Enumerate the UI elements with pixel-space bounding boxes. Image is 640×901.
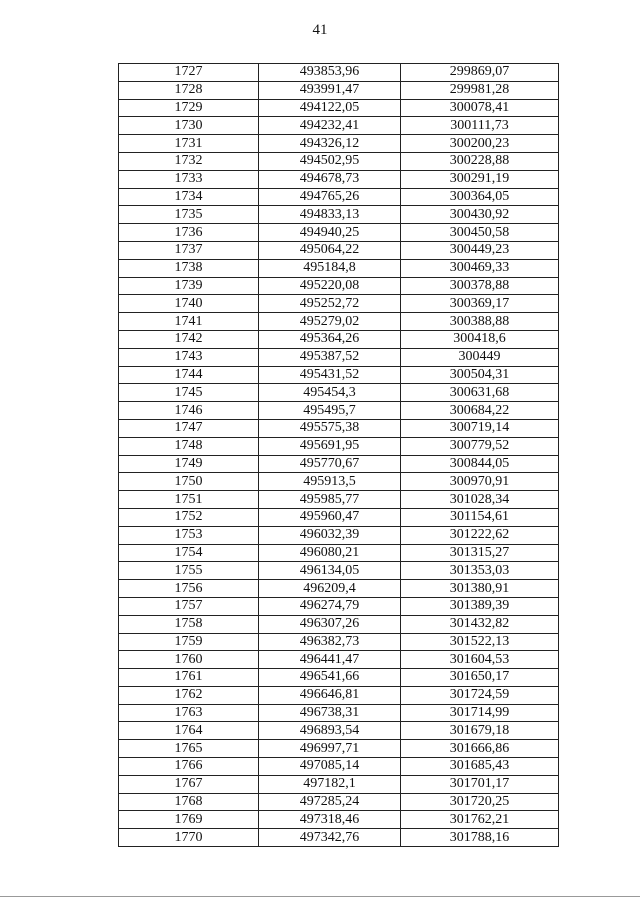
point-number-cell: 1745: [119, 384, 259, 402]
y-coordinate-cell: 300111,73: [401, 117, 559, 135]
table-row: [119, 419, 559, 437]
x-coordinate-cell: 495064,22: [259, 241, 401, 259]
y-coordinate-cell: 301353,03: [401, 562, 559, 580]
x-coordinate-cell: 497318,46: [259, 811, 401, 829]
y-coordinate-cell: 300430,92: [401, 206, 559, 224]
x-coordinate-cell: 496032,39: [259, 526, 401, 544]
table-row: [119, 544, 559, 562]
y-coordinate-cell: 300469,33: [401, 259, 559, 277]
y-coordinate-cell: 301679,18: [401, 722, 559, 740]
point-number-cell: 1762: [119, 686, 259, 704]
point-number-cell: 1750: [119, 473, 259, 491]
point-number-cell: 1747: [119, 419, 259, 437]
point-number-cell: 1755: [119, 562, 259, 580]
point-number-cell: 1746: [119, 402, 259, 420]
y-coordinate-cell: 300388,88: [401, 313, 559, 331]
point-number-cell: 1743: [119, 348, 259, 366]
point-number-cell: 1730: [119, 117, 259, 135]
x-coordinate-cell: 495691,95: [259, 437, 401, 455]
point-number-cell: 1732: [119, 152, 259, 170]
table-row: [119, 597, 559, 615]
table-row: [119, 722, 559, 740]
y-coordinate-cell: 301685,43: [401, 758, 559, 776]
x-coordinate-cell: 493991,47: [259, 81, 401, 99]
y-coordinate-cell: 300970,91: [401, 473, 559, 491]
x-coordinate-cell: 493853,96: [259, 64, 401, 82]
point-number-cell: 1729: [119, 99, 259, 117]
y-coordinate-cell: 301432,82: [401, 615, 559, 633]
x-coordinate-cell: 496997,71: [259, 740, 401, 758]
x-coordinate-cell: 495575,38: [259, 419, 401, 437]
x-coordinate-cell: 494122,05: [259, 99, 401, 117]
table-row: [119, 241, 559, 259]
table-row: [119, 633, 559, 651]
point-number-cell: 1741: [119, 313, 259, 331]
y-coordinate-cell: 301701,17: [401, 775, 559, 793]
x-coordinate-cell: 495364,26: [259, 330, 401, 348]
y-coordinate-cell: 301788,16: [401, 829, 559, 847]
x-coordinate-cell: 494502,95: [259, 152, 401, 170]
x-coordinate-cell: 494765,26: [259, 188, 401, 206]
x-coordinate-cell: 495913,5: [259, 473, 401, 491]
table-row: [119, 366, 559, 384]
point-number-cell: 1754: [119, 544, 259, 562]
point-number-cell: 1759: [119, 633, 259, 651]
x-coordinate-cell: 495495,7: [259, 402, 401, 420]
y-coordinate-cell: 301380,91: [401, 580, 559, 598]
x-coordinate-cell: 496209,4: [259, 580, 401, 598]
x-coordinate-cell: 494940,25: [259, 224, 401, 242]
table-row: [119, 508, 559, 526]
point-number-cell: 1749: [119, 455, 259, 473]
y-coordinate-cell: 301522,13: [401, 633, 559, 651]
table-row: [119, 437, 559, 455]
y-coordinate-cell: 300844,05: [401, 455, 559, 473]
point-number-cell: 1742: [119, 330, 259, 348]
table-row: [119, 313, 559, 331]
y-coordinate-cell: 301714,99: [401, 704, 559, 722]
point-number-cell: 1760: [119, 651, 259, 669]
y-coordinate-cell: 300078,41: [401, 99, 559, 117]
x-coordinate-cell: 495184,8: [259, 259, 401, 277]
x-coordinate-cell: 496441,47: [259, 651, 401, 669]
x-coordinate-cell: 495252,72: [259, 295, 401, 313]
y-coordinate-cell: 300291,19: [401, 170, 559, 188]
y-coordinate-cell: 301389,39: [401, 597, 559, 615]
y-coordinate-cell: 301762,21: [401, 811, 559, 829]
y-coordinate-cell: 301604,53: [401, 651, 559, 669]
table-row: [119, 615, 559, 633]
x-coordinate-cell: 496541,66: [259, 669, 401, 687]
table-row: [119, 277, 559, 295]
x-coordinate-cell: 494678,73: [259, 170, 401, 188]
table-row: [119, 829, 559, 847]
x-coordinate-cell: 497285,24: [259, 793, 401, 811]
table-row: [119, 491, 559, 509]
table-row: [119, 188, 559, 206]
point-number-cell: 1734: [119, 188, 259, 206]
x-coordinate-cell: 495770,67: [259, 455, 401, 473]
table-row: [119, 224, 559, 242]
table-row: [119, 348, 559, 366]
x-coordinate-cell: 495431,52: [259, 366, 401, 384]
y-coordinate-cell: 300504,31: [401, 366, 559, 384]
x-coordinate-cell: 497085,14: [259, 758, 401, 776]
point-number-cell: 1727: [119, 64, 259, 82]
x-coordinate-cell: 495960,47: [259, 508, 401, 526]
table-row: [119, 152, 559, 170]
point-number-cell: 1735: [119, 206, 259, 224]
x-coordinate-cell: 496080,21: [259, 544, 401, 562]
point-number-cell: 1740: [119, 295, 259, 313]
point-number-cell: 1748: [119, 437, 259, 455]
y-coordinate-cell: 300200,23: [401, 135, 559, 153]
point-number-cell: 1738: [119, 259, 259, 277]
y-coordinate-cell: 300228,88: [401, 152, 559, 170]
table-row: [119, 455, 559, 473]
point-number-cell: 1767: [119, 775, 259, 793]
page-bottom-edge: [0, 896, 640, 897]
table-row: [119, 669, 559, 687]
y-coordinate-cell: 300449: [401, 348, 559, 366]
x-coordinate-cell: 495387,52: [259, 348, 401, 366]
y-coordinate-cell: 299869,07: [401, 64, 559, 82]
y-coordinate-cell: 300450,58: [401, 224, 559, 242]
x-coordinate-cell: 496738,31: [259, 704, 401, 722]
x-coordinate-cell: 495279,02: [259, 313, 401, 331]
y-coordinate-cell: 301315,27: [401, 544, 559, 562]
point-number-cell: 1744: [119, 366, 259, 384]
table-row: [119, 473, 559, 491]
point-number-cell: 1756: [119, 580, 259, 598]
table-row: [119, 206, 559, 224]
table-row: [119, 526, 559, 544]
table-row: [119, 259, 559, 277]
table-row: [119, 330, 559, 348]
point-number-cell: 1752: [119, 508, 259, 526]
y-coordinate-cell: 300631,68: [401, 384, 559, 402]
table-row: [119, 775, 559, 793]
x-coordinate-cell: 494326,12: [259, 135, 401, 153]
y-coordinate-cell: 301222,62: [401, 526, 559, 544]
point-number-cell: 1737: [119, 241, 259, 259]
point-number-cell: 1764: [119, 722, 259, 740]
y-coordinate-cell: 300418,6: [401, 330, 559, 348]
table-row: [119, 704, 559, 722]
x-coordinate-cell: 497182,1: [259, 775, 401, 793]
x-coordinate-cell: 496382,73: [259, 633, 401, 651]
point-number-cell: 1765: [119, 740, 259, 758]
point-number-cell: 1768: [119, 793, 259, 811]
x-coordinate-cell: 496307,26: [259, 615, 401, 633]
y-coordinate-cell: 301666,86: [401, 740, 559, 758]
point-number-cell: 1769: [119, 811, 259, 829]
table-row: [119, 758, 559, 776]
y-coordinate-cell: 300779,52: [401, 437, 559, 455]
table-row: [119, 135, 559, 153]
table-row: [119, 740, 559, 758]
table-row: [119, 562, 559, 580]
y-coordinate-cell: 299981,28: [401, 81, 559, 99]
table-row: [119, 295, 559, 313]
y-coordinate-cell: 301720,25: [401, 793, 559, 811]
x-coordinate-cell: 496893,54: [259, 722, 401, 740]
point-number-cell: 1770: [119, 829, 259, 847]
y-coordinate-cell: 300684,22: [401, 402, 559, 420]
point-number-cell: 1728: [119, 81, 259, 99]
table-row: [119, 402, 559, 420]
point-number-cell: 1751: [119, 491, 259, 509]
y-coordinate-cell: 301028,34: [401, 491, 559, 509]
x-coordinate-cell: 495454,3: [259, 384, 401, 402]
table-row: [119, 117, 559, 135]
point-number-cell: 1766: [119, 758, 259, 776]
table-row: [119, 384, 559, 402]
x-coordinate-cell: 496274,79: [259, 597, 401, 615]
x-coordinate-cell: 494833,13: [259, 206, 401, 224]
x-coordinate-cell: 496646,81: [259, 686, 401, 704]
table-row: [119, 580, 559, 598]
coordinates-table: [118, 63, 559, 847]
point-number-cell: 1758: [119, 615, 259, 633]
point-number-cell: 1761: [119, 669, 259, 687]
y-coordinate-cell: 300449,23: [401, 241, 559, 259]
y-coordinate-cell: 301724,59: [401, 686, 559, 704]
point-number-cell: 1731: [119, 135, 259, 153]
y-coordinate-cell: 301154,61: [401, 508, 559, 526]
y-coordinate-cell: 300369,17: [401, 295, 559, 313]
x-coordinate-cell: 494232,41: [259, 117, 401, 135]
y-coordinate-cell: 301650,17: [401, 669, 559, 687]
x-coordinate-cell: 495220,08: [259, 277, 401, 295]
x-coordinate-cell: 496134,05: [259, 562, 401, 580]
x-coordinate-cell: 495985,77: [259, 491, 401, 509]
table-body: [119, 64, 559, 847]
point-number-cell: 1736: [119, 224, 259, 242]
x-coordinate-cell: 497342,76: [259, 829, 401, 847]
table-row: [119, 64, 559, 82]
point-number-cell: 1733: [119, 170, 259, 188]
point-number-cell: 1739: [119, 277, 259, 295]
table-row: [119, 651, 559, 669]
y-coordinate-cell: 300364,05: [401, 188, 559, 206]
table-row: [119, 811, 559, 829]
table-row: [119, 170, 559, 188]
table-row: [119, 686, 559, 704]
point-number-cell: 1757: [119, 597, 259, 615]
y-coordinate-cell: 300378,88: [401, 277, 559, 295]
point-number-cell: 1753: [119, 526, 259, 544]
table-row: [119, 99, 559, 117]
y-coordinate-cell: 300719,14: [401, 419, 559, 437]
page-number: 41: [312, 22, 328, 38]
point-number-cell: 1763: [119, 704, 259, 722]
table-row: [119, 793, 559, 811]
table-row: [119, 81, 559, 99]
